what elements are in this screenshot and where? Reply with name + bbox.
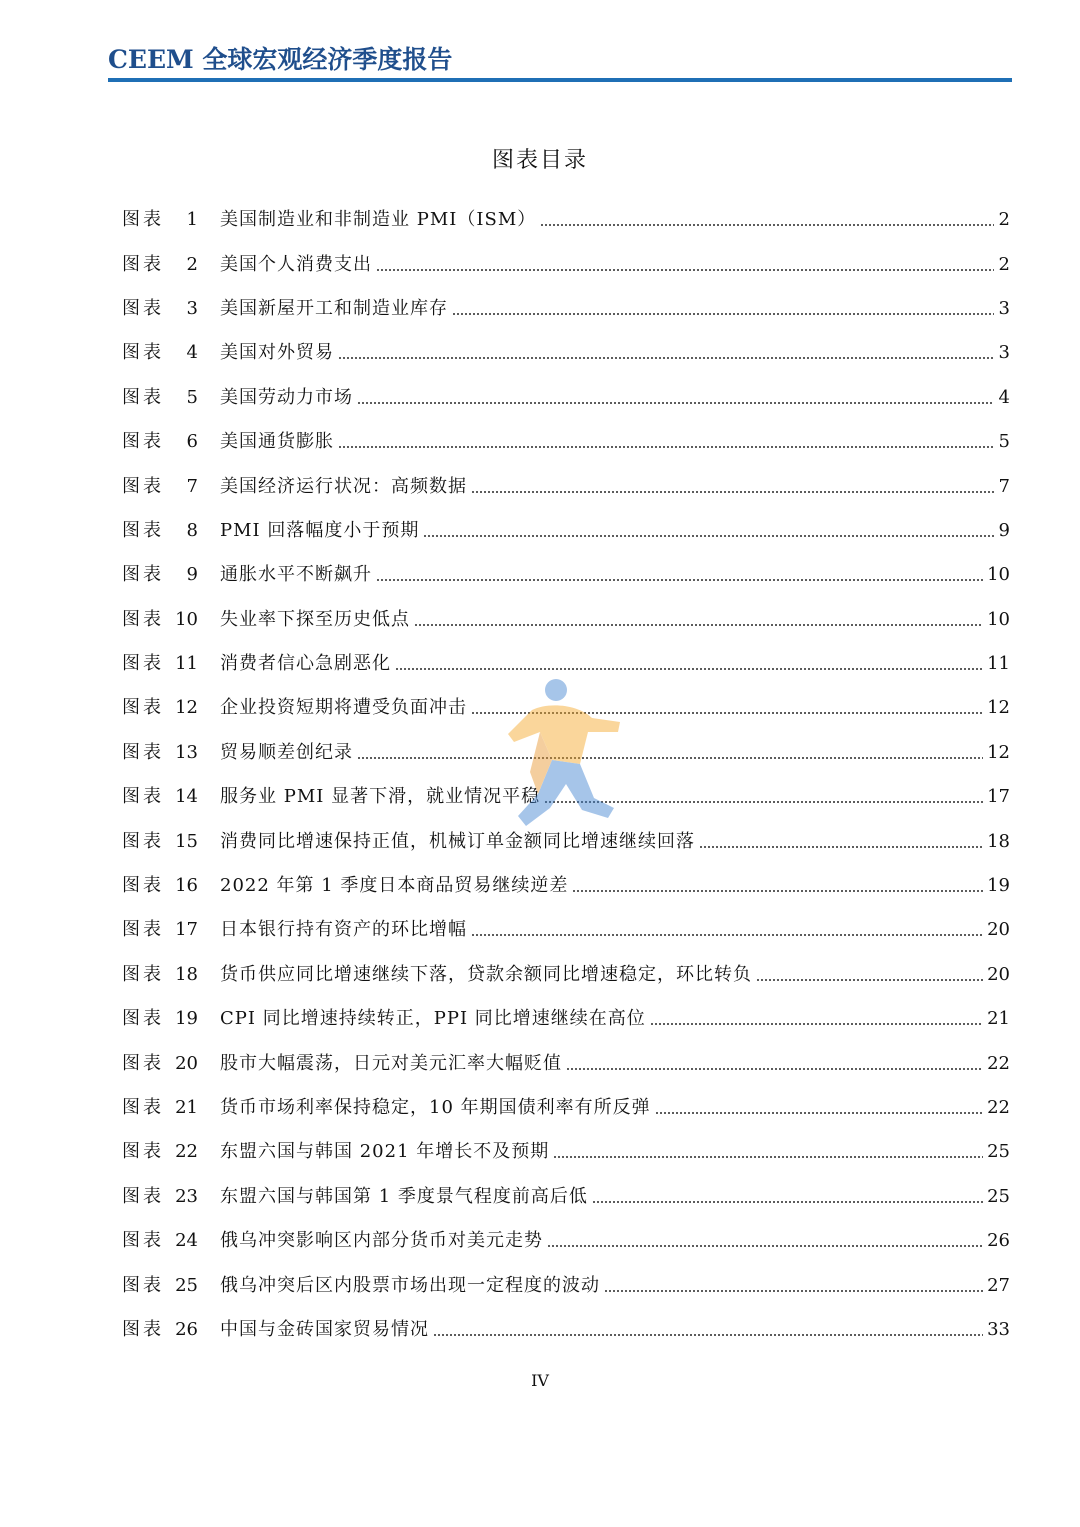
toc-entry[interactable] <box>122 1263 1012 1307</box>
toc-entry-label: 图表 <box>122 519 164 541</box>
toc-entry-title: 俄乌冲突影响区内部分货币对美元走势 <box>220 1230 543 1252</box>
toc-entry-title: 通胀水平不断飙升 <box>220 564 372 586</box>
toc-entry-page: 21 <box>987 1008 1010 1030</box>
toc-entry-label: 图表 <box>122 1318 164 1340</box>
toc-entry-label: 图表 <box>122 1230 164 1252</box>
toc-entry-title: 美国制造业和非制造业 PMI（ISM） <box>220 209 537 231</box>
toc-entry-label: 图表 <box>122 1008 164 1030</box>
toc-entry-number: 10 <box>175 608 198 630</box>
toc-entry[interactable] <box>122 553 1012 597</box>
toc-leader-dots <box>452 313 994 315</box>
toc-leader-dots <box>547 1245 983 1247</box>
toc-leader-dots <box>471 934 983 936</box>
toc-entry-number: 20 <box>175 1052 198 1074</box>
toc-entry-page: 4 <box>998 386 1010 408</box>
toc-leader-dots <box>572 890 983 892</box>
toc-entry[interactable] <box>122 953 1012 997</box>
toc-entry-number: 16 <box>175 875 198 897</box>
toc-entry[interactable] <box>122 464 1012 508</box>
toc-leader-dots <box>650 1023 983 1025</box>
toc-leader-dots <box>423 535 994 537</box>
toc-entry-page: 20 <box>987 963 1010 985</box>
toc-entry-label: 图表 <box>122 875 164 897</box>
toc-entry-page: 18 <box>987 830 1010 852</box>
toc-entry-page: 10 <box>987 608 1010 630</box>
toc-entry[interactable] <box>122 997 1012 1041</box>
report-title: CEEM 全球宏观经济季度报告 <box>108 45 453 74</box>
toc-leader-dots <box>756 979 983 981</box>
toc-entry[interactable] <box>122 908 1012 952</box>
toc-entry-title: 货币供应同比增速继续下落，贷款余额同比增速稳定，环比转负 <box>220 963 752 985</box>
toc-entry-number: 25 <box>175 1274 198 1296</box>
toc-leader-dots <box>655 1112 983 1114</box>
toc-leader-dots <box>376 269 994 271</box>
toc-entry-label: 图表 <box>122 1141 164 1163</box>
toc-leader-dots <box>566 1068 983 1070</box>
page-number: IV <box>531 1371 549 1390</box>
toc-entry-number: 23 <box>175 1185 198 1207</box>
toc-entry[interactable] <box>122 1175 1012 1219</box>
toc-entry-title: 货币市场利率保持稳定，10 年期国债利率有所反弹 <box>220 1097 651 1118</box>
toc-entry-label: 图表 <box>122 1274 164 1296</box>
toc-entry-label: 图表 <box>122 608 164 630</box>
toc-entry-page: 2 <box>998 209 1010 231</box>
toc-entry-page: 12 <box>987 741 1010 763</box>
toc-leader-dots <box>338 357 994 359</box>
toc-entry-title: 美国个人消费支出 <box>220 253 372 275</box>
toc-entry-page: 19 <box>987 875 1010 897</box>
toc-entry-title: 失业率下探至历史低点 <box>220 608 410 630</box>
toc-leader-dots <box>433 1334 983 1336</box>
toc-entry-title: 消费同比增速保持正值，机械订单金额同比增速继续回落 <box>220 830 695 852</box>
toc-entry-page: 10 <box>987 564 1010 586</box>
toc-entry[interactable] <box>122 376 1012 420</box>
toc-entry-title: 美国通货膨胀 <box>220 431 334 453</box>
toc-entry-label: 图表 <box>122 786 164 808</box>
toc-entry-number: 9 <box>186 564 198 586</box>
toc-leader-dots <box>357 757 983 759</box>
toc-entry-number: 13 <box>175 741 198 763</box>
toc-entry-title: 美国经济运行状况：高频数据 <box>220 475 467 497</box>
toc-entry-title: CPI 同比增速持续转正，PPI 同比增速继续在高位 <box>220 1008 646 1030</box>
toc-entry-number: 1 <box>186 209 198 231</box>
toc-leader-dots <box>553 1156 983 1158</box>
toc-entry-label: 图表 <box>122 653 164 675</box>
toc-entry-label: 图表 <box>122 830 164 852</box>
toc-entry[interactable] <box>122 1130 1012 1174</box>
toc-entry-page: 33 <box>987 1318 1010 1340</box>
toc-entry-page: 17 <box>987 786 1010 808</box>
toc-entry[interactable] <box>122 242 1012 286</box>
toc-entry-label: 图表 <box>122 564 164 586</box>
toc-entry-number: 17 <box>175 919 198 941</box>
toc-entry-label: 图表 <box>122 919 164 941</box>
toc-entry-title: 贸易顺差创纪录 <box>220 741 353 763</box>
toc-entry-page: 27 <box>987 1274 1010 1296</box>
toc-entry-label: 图表 <box>122 1185 164 1207</box>
toc-leader-dots <box>357 402 994 404</box>
toc-entry-number: 2 <box>186 253 198 275</box>
toc-entry[interactable] <box>122 509 1012 553</box>
toc-leader-dots <box>592 1201 983 1203</box>
toc-entry-number: 19 <box>175 1008 198 1030</box>
toc-entry-label: 图表 <box>122 741 164 763</box>
toc-leader-dots <box>414 624 983 626</box>
toc-entry-title: 美国劳动力市场 <box>220 386 353 408</box>
toc-entry-title: 东盟六国与韩国 2021 年增长不及预期 <box>220 1141 550 1163</box>
toc-entry-number: 4 <box>186 342 198 364</box>
toc-entry-page: 25 <box>987 1185 1010 1207</box>
toc-entry-label: 图表 <box>122 297 164 319</box>
toc-entry[interactable] <box>122 1086 1012 1130</box>
running-figure-watermark-icon <box>470 676 640 836</box>
toc-entry[interactable] <box>122 331 1012 375</box>
toc-entry[interactable] <box>122 864 1012 908</box>
toc-leader-dots <box>540 224 994 226</box>
toc-entry-number: 3 <box>186 297 198 319</box>
toc-entry-label: 图表 <box>122 1097 164 1118</box>
toc-entry-page: 22 <box>987 1052 1010 1074</box>
toc-entry[interactable] <box>122 287 1012 331</box>
toc-entry-page: 5 <box>998 431 1010 453</box>
toc-leader-dots <box>395 668 983 670</box>
toc-entry-title: 东盟六国与韩国第 1 季度景气程度前高后低 <box>220 1185 588 1207</box>
toc-entry[interactable] <box>122 1041 1012 1085</box>
toc-entry-number: 24 <box>175 1230 198 1252</box>
page-header <box>108 44 1012 84</box>
toc-entry-page: 3 <box>998 342 1010 364</box>
toc-entry-number: 22 <box>175 1141 198 1163</box>
toc-heading: 图表目录 <box>491 148 588 173</box>
toc-entry-page: 22 <box>987 1097 1010 1118</box>
toc-entry-page: 26 <box>987 1230 1010 1252</box>
toc-entry-label: 图表 <box>122 1052 164 1074</box>
toc-leader-dots <box>471 491 994 493</box>
toc-entry-page: 25 <box>987 1141 1010 1163</box>
toc-entry[interactable] <box>122 198 1012 242</box>
header-rule <box>108 78 1012 82</box>
toc-leader-dots <box>376 579 983 581</box>
toc-entry-number: 18 <box>175 963 198 985</box>
toc-entry-label: 图表 <box>122 963 164 985</box>
toc-entry-number: 14 <box>175 786 198 808</box>
toc-entry-number: 6 <box>186 431 198 453</box>
toc-entry-number: 11 <box>175 653 198 675</box>
toc-entry-page: 20 <box>987 919 1010 941</box>
toc-entry-label: 图表 <box>122 386 164 408</box>
toc-entry-title: 俄乌冲突后区内股票市场出现一定程度的波动 <box>220 1274 600 1296</box>
toc-entry[interactable] <box>122 1219 1012 1263</box>
toc-entry-number: 26 <box>175 1318 198 1340</box>
toc-entry-label: 图表 <box>122 431 164 453</box>
toc-leader-dots <box>604 1290 983 1292</box>
toc-entry-title: 企业投资短期将遭受负面冲击 <box>220 697 467 719</box>
toc-entry-number: 15 <box>175 830 198 852</box>
toc-entry-title: 美国对外贸易 <box>220 342 334 364</box>
toc-entry-label: 图表 <box>122 253 164 275</box>
toc-entry-number: 12 <box>175 697 198 719</box>
toc-entry-title: 中国与金砖国家贸易情况 <box>220 1318 429 1340</box>
toc-entry-label: 图表 <box>122 475 164 497</box>
toc-entry-page: 12 <box>987 697 1010 719</box>
toc-entry[interactable] <box>122 598 1012 642</box>
toc-entry-page: 11 <box>987 653 1010 675</box>
toc-entry-page: 9 <box>998 519 1010 541</box>
toc-entry-title: 服务业 PMI 显著下滑，就业情况平稳 <box>220 786 541 808</box>
toc-entry-title: 2022 年第 1 季度日本商品贸易继续逆差 <box>220 875 569 897</box>
toc-entry-title: PMI 回落幅度小于预期 <box>220 519 420 541</box>
toc-entry-page: 2 <box>998 253 1010 275</box>
toc-entry[interactable] <box>122 1308 1012 1352</box>
toc-entry-label: 图表 <box>122 697 164 719</box>
toc-leader-dots <box>699 846 983 848</box>
toc-entry-label: 图表 <box>122 209 164 231</box>
toc-entry-page: 7 <box>998 475 1010 497</box>
toc-entry-page: 3 <box>998 297 1010 319</box>
toc-entry-title: 日本银行持有资产的环比增幅 <box>220 919 467 941</box>
toc-entry-number: 8 <box>186 519 198 541</box>
toc-entry-label: 图表 <box>122 342 164 364</box>
toc-entry[interactable] <box>122 420 1012 464</box>
toc-entry-title: 消费者信心急剧恶化 <box>220 653 391 675</box>
toc-entry-number: 7 <box>186 475 198 497</box>
toc-entry-number: 5 <box>186 386 198 408</box>
toc-entry-title: 股市大幅震荡，日元对美元汇率大幅贬值 <box>220 1052 562 1074</box>
toc-entry-number: 21 <box>175 1097 198 1118</box>
toc-entry-title: 美国新屋开工和制造业库存 <box>220 297 448 319</box>
toc-leader-dots <box>338 446 994 448</box>
